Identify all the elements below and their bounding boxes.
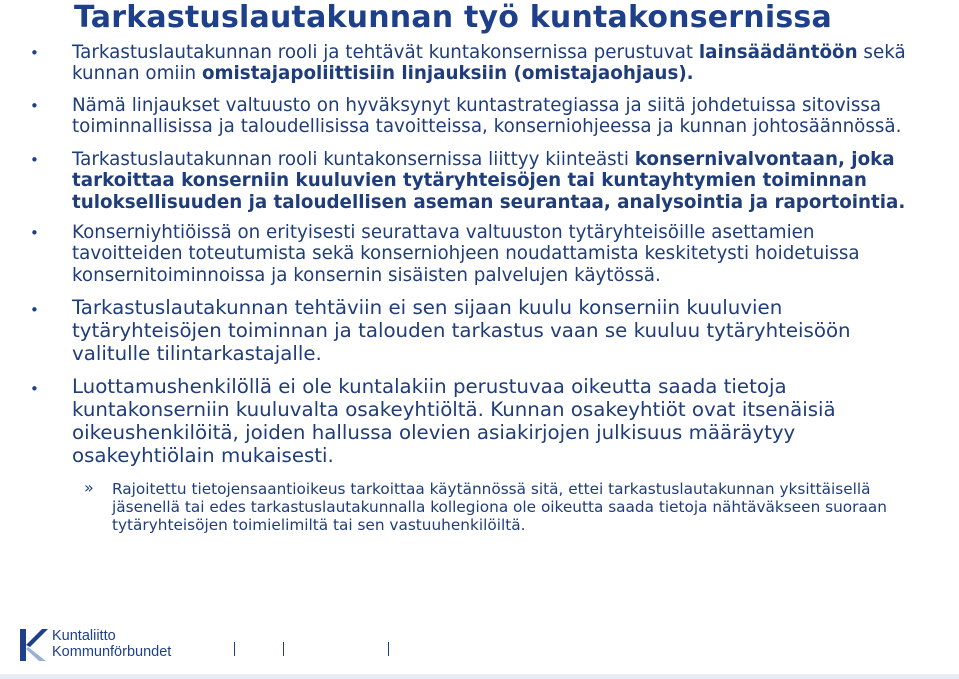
bullet-2-text: Nämä linjaukset valtuusto on hyväksynyt kuntastrategiassa ja siitä johdetuissa sitovissa toiminnallisissa ja taloudellisissa tavoitteissa, konserniohjeessa ja kunnan johtosäännössä.: [72, 94, 902, 137]
footer-divider: [234, 642, 235, 656]
bullet-marker: •: [30, 300, 39, 319]
sub-bullet-item: [30, 477, 930, 535]
bullet-1-bold-1: lainsäädäntöön: [698, 42, 858, 63]
kuntaliitto-logo-icon: [18, 627, 48, 663]
bullet-3-text: Tarkastuslautakunnan rooli kuntakonsernissa liittyy kiinteästi: [72, 149, 635, 171]
bullet-5-text: Tarkastuslautakunnan tehtäviin ei sen sijaan kuulu konserniin kuuluvien tytäryhteisöjen toiminnan ja talouden tarkastus vaan se kuuluu tytäryhteisöön valitulle tilintarkastajalle.: [72, 295, 851, 365]
footer-divider: [283, 642, 284, 656]
slide-footer: [0, 619, 959, 679]
bullet-3-bold: konsernivalvontaan, joka tarkoittaa konserniin kuuluvien tytäryhteisöjen tai kuntayhtymien toiminnan tuloksellisuuden ja taloudellisen aseman seurantaa, analysointia ja raportointia.: [72, 149, 906, 213]
logo-line-2: Kommunförbundet: [52, 644, 172, 660]
bullet-1-text-1: Tarkastuslautakunnan rooli ja tehtävät kuntakonsernissa perustuvat: [72, 42, 699, 63]
footer-divider: [388, 642, 389, 656]
bullet-item-2: [30, 95, 930, 138]
bullet-marker: •: [30, 380, 39, 399]
sub-bullet-text: Rajoitettu tietojensaantioikeus tarkoittaa käytännössä sitä, ettei tarkastuslautakunnan yksittäisellä jäsenellä tai edes tarkastuslautakunnalla kollegiona ole oikeutta saada tietoja nähtäväkseen suoraan tytäryhteisöjen toimielimiltä tai sen vastuuhenkilöiltä.: [112, 479, 887, 534]
sub-bullet-marker: »: [84, 477, 94, 497]
bullet-marker: •: [30, 44, 39, 62]
bullet-item-3: [30, 149, 930, 213]
logo-wordmark: [52, 628, 171, 660]
bullet-item-6: [30, 376, 930, 467]
bullet-item-4: [30, 222, 930, 286]
bullet-item-5: [30, 297, 930, 365]
bullet-4-text: Konserniyhtiöissä on erityisesti seurattava valtuuston tytäryhteisöille asettamien tavoitteiden toteutumista sekä konserniohjeen noudattamista keskitetysti hoidetuissa konsernitoiminnoissa ja konsernin sisäisten palvelujen käytössä.: [72, 222, 860, 286]
logo-line-1: Kuntaliitto: [52, 628, 116, 644]
bullet-marker: •: [30, 96, 39, 115]
footer-bar: [0, 674, 959, 679]
bullet-item-1: [30, 42, 930, 85]
bullet-1-bold-2: omistajapoliittisiin linjauksiin (omistajaohjaus).: [201, 63, 694, 85]
bullet-6-text: Luottamushenkilöllä ei ole kuntalakiin perustuvaa oikeutta saada tietoja kuntakonserniin kuuluvalta osakeyhtiöltä. Kunnan osakeyhtiöt ovat itsenäisiä oikeushenkilöitä, joiden hallussa olevien asiakirjojen julkisuus määräytyy osakeyhtiölain mukaisesti.: [72, 375, 836, 467]
bullet-marker: •: [30, 151, 39, 170]
slide-content: [30, 42, 930, 534]
bullet-1-text-2: sekä kunnan omiin: [72, 42, 906, 85]
bullet-marker: •: [30, 224, 39, 243]
slide-title: Tarkastuslautakunnan työ kuntakonsernissa: [74, 0, 832, 35]
